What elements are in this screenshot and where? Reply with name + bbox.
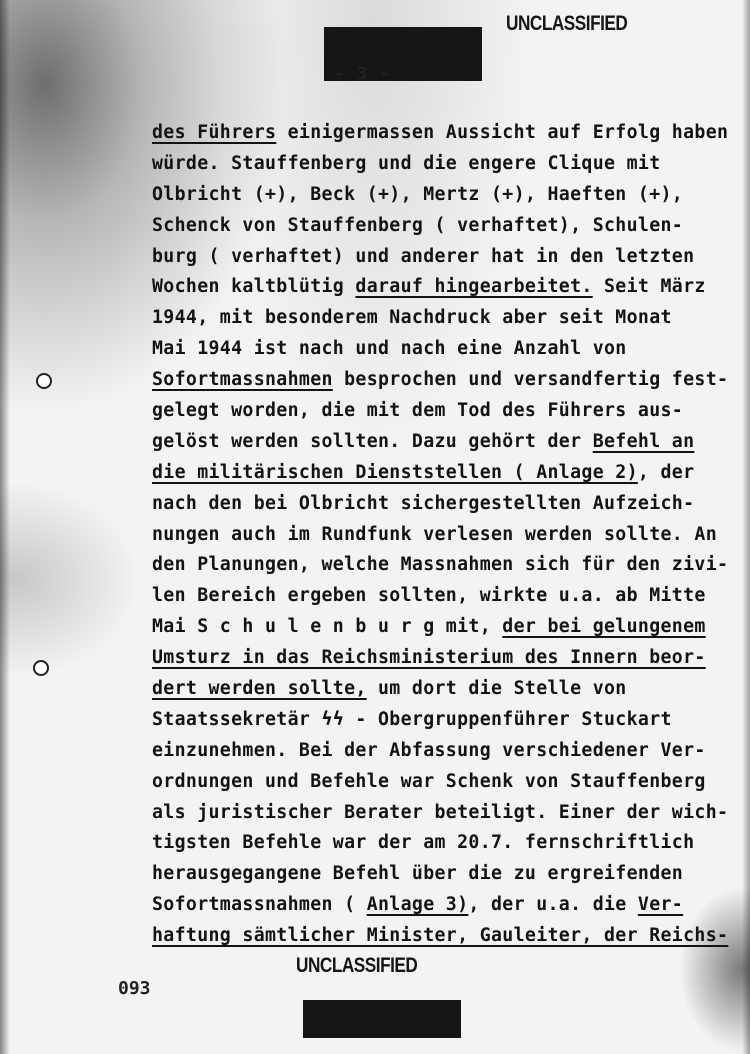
line-text: einigermassen Aussicht auf Erfolg haben: [276, 122, 729, 143]
underlined-text: darauf hingearbeitet.: [355, 276, 593, 298]
text-line: [152, 303, 742, 334]
line-text: burg ( verhaftet) und anderer hat in den letzten: [152, 245, 695, 267]
line-text: nach den bei Olbricht sichergestellten Aufzeich-: [152, 492, 695, 514]
line-text: nungen auch im Rundfunk verlesen werden sollte. An: [152, 523, 717, 545]
underlined-text: haftung sämtlicher Minister, Gauleiter, der Reichs-: [152, 925, 729, 947]
text-line: [152, 334, 742, 365]
text-line: [152, 674, 742, 705]
text-line: [152, 890, 742, 921]
underlined-text: die militärischen Dienststellen ( Anlage 2): [152, 461, 638, 483]
text-line: [152, 149, 742, 180]
underlined-text: Ver-: [637, 894, 684, 916]
line-text: len Bereich ergeben sollten, wirkte u.a. ab Mitte: [152, 585, 706, 607]
line-text: tigsten Befehle war der am 20.7. fernschriftlich: [152, 832, 695, 854]
underlined-text: Sofortmassnahmen: [152, 369, 333, 391]
text-line: [152, 365, 742, 396]
line-text: gelegt worden, die mit dem Tod des Führers aus-: [152, 400, 684, 422]
text-line: [152, 272, 742, 303]
line-text: den Planungen, welche Massnahmen sich für den zivi-: [152, 554, 729, 576]
punch-hole-icon: [33, 660, 49, 676]
scan-edge-shadow-left: [0, 0, 10, 1054]
line-text: Mai 1944 ist nach und nach eine Anzahl von: [152, 338, 627, 360]
underlined-text: Umsturz in das Reichsministerium des Innern beor-: [152, 647, 706, 669]
line-text: würde. Stauffenberg und die engere Clique mit: [152, 152, 661, 174]
text-line: [152, 859, 742, 890]
line-text: herausgegangene Befehl über die zu ergreifenden: [152, 863, 684, 885]
text-line: [152, 520, 742, 551]
text-line: [152, 581, 742, 612]
line-text: Sofortmassnahmen (: [152, 894, 367, 916]
text-line: [152, 828, 742, 859]
line-text: Schenck von Stauffenberg ( verhaftet), Schulen-: [152, 214, 684, 236]
body-text: [152, 118, 742, 952]
scan-edge-shadow-right: [742, 0, 750, 1054]
text-line: [152, 458, 742, 489]
line-text: , der: [637, 461, 695, 483]
text-line: [152, 242, 742, 273]
line-text: Wochen kaltblütig: [152, 276, 356, 298]
text-line: [152, 612, 742, 643]
underlined-text: Anlage 3): [366, 894, 469, 916]
text-line: [152, 705, 742, 736]
underlined-text: dert werden sollte,: [152, 678, 367, 700]
margin-number: 093: [118, 978, 151, 999]
text-line: [152, 736, 742, 767]
text-line: [152, 643, 742, 674]
line-text: ordnungen und Befehle war Schenk von Stauffenberg: [152, 770, 706, 792]
text-line: [152, 798, 742, 829]
text-line: [152, 767, 742, 798]
line-text: , der u.a. die: [468, 894, 638, 916]
text-line: [152, 180, 742, 211]
text-line: [152, 118, 742, 149]
text-line: [152, 396, 742, 427]
punch-hole-icon: [36, 373, 52, 389]
line-text: Mai S c h u l e n b u r g mit,: [152, 616, 503, 638]
line-text: um dort die Stelle von: [366, 678, 627, 700]
line-text: einzunehmen. Bei der Abfassung verschiedener Ver-: [152, 739, 706, 761]
text-line: [152, 921, 742, 952]
line-text: als juristischer Berater beteiligt. Einer der wich-: [152, 801, 729, 823]
line-text: gelöst werden sollten. Dazu gehört der: [152, 430, 593, 452]
redaction-bar-bottom: [303, 1000, 461, 1038]
page-number: - 3 -: [334, 64, 391, 84]
unclassified-stamp-bottom: UNCLASSIFIED: [296, 954, 418, 977]
unclassified-stamp-top: UNCLASSIFIED: [506, 12, 628, 35]
underlined-text: Befehl an: [592, 430, 695, 452]
line-text: Seit März: [592, 276, 706, 298]
underlined-text: der bei gelungenem: [502, 616, 706, 638]
line-text: Staatssekretär ϟϟ - Obergruppenführer Stuckart: [152, 708, 672, 730]
line-text: Olbricht (+), Beck (+), Mertz (+), Haeften (+),: [152, 183, 684, 205]
text-line: [152, 427, 742, 458]
line-text: besprochen und versandfertig fest-: [332, 369, 729, 391]
text-line: [152, 489, 742, 520]
text-line: [152, 550, 742, 581]
text-line: [152, 211, 742, 242]
underlined-text: des Führers: [152, 122, 277, 143]
line-text: 1944, mit besonderem Nachdruck aber seit Monat: [152, 307, 672, 329]
